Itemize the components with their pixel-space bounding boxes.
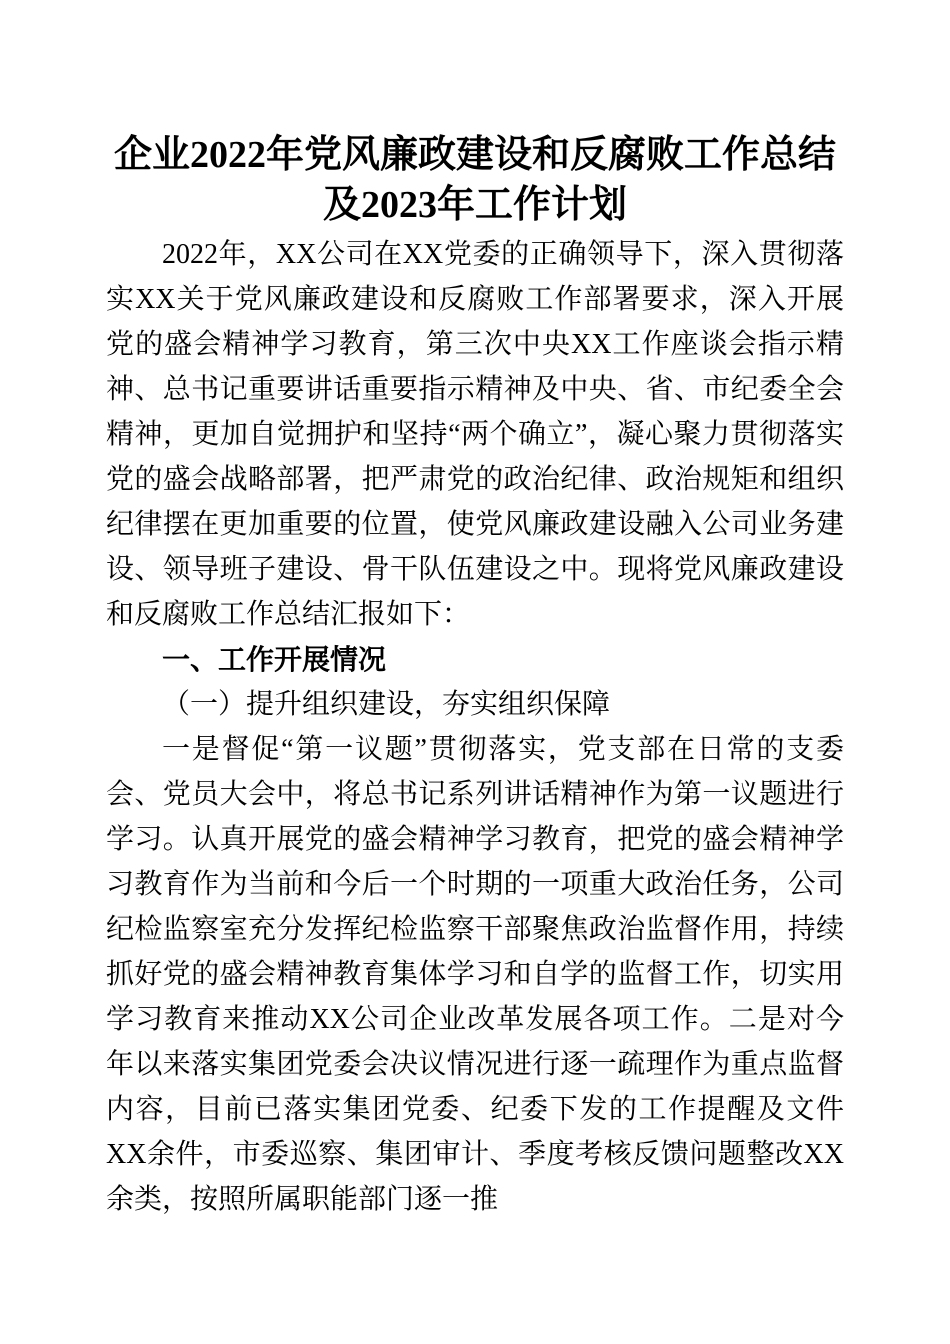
section-heading-work-progress: 一、工作开展情况	[162, 644, 387, 675]
intro-paragraph: 2022年，XX公司在XX党委的正确领导下，深入贯彻落实XX关于党风廉政建设和反腐败工作部署要求，深入开展党的盛会精神学习教育，第三次中央XX工作座谈会指示精神、总书记重要讲话重要指示精神及中央、省、市纪委全会精神，更加自觉拥护和坚持“两个确立”，凝心聚力贯彻落实党的盛会战略部署，把严肃党的政治纪律、政治规矩和组织纪律摆在更加重要的位置，使党风廉政建设融入公司业务建设、领导班子建设、骨干队伍建设之中。现将党风廉政建设和反腐败工作总结汇报如下：	[106, 239, 844, 630]
body-paragraph-measures: 一是督促“第一议题”贯彻落实，党支部在日常的支委会、党员大会中，将总书记系列讲话精神作为第一议题进行学习。认真开展党的盛会精神学习教育，把党的盛会精神学习教育作为当前和今后一个时期的一项重大政治任务，公司纪检监察室充分发挥纪检监察干部聚焦政治监督作用，持续抓好党的盛会精神教育集体学习和自学的监督工作，切实用学习教育来推动XX公司企业改革发展各项工作。二是对今年以来落实集团党委会决议情况进行逐一疏理作为重点监督内容，目前已落实集团党委、纪委下发的工作提醒及文件XX余件，市委巡察、集团审计、季度考核反馈问题整改XX余类，按照所属职能部门逐一推	[106, 734, 844, 1215]
document-body	[106, 232, 844, 1222]
document-content	[0, 130, 950, 1222]
subsection-heading-organization: （一）提升组织建设，夯实组织保障	[162, 689, 611, 720]
document-title: 企业2022年党风廉政建设和反腐败工作总结及2023年工作计划	[113, 134, 836, 226]
